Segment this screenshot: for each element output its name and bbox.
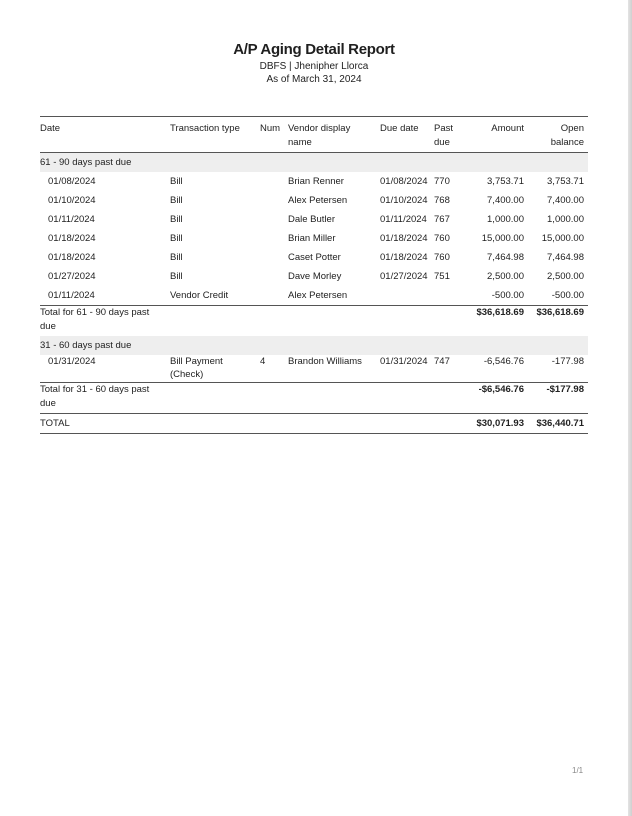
col-header-due-date: Due date <box>380 117 434 153</box>
report-header <box>0 40 628 86</box>
col-header-past-due: Past due <box>434 117 472 153</box>
col-header-num: Num <box>260 117 288 153</box>
grand-total-row: TOTAL $30,071.93 $36,440.71 <box>40 414 588 434</box>
table-row: 01/08/2024 Bill Brian Renner 01/08/2024 770 3,753.71 3,753.71 <box>48 176 584 187</box>
table-row: 01/11/2024 Bill Dale Butler 01/11/2024 767 1,000.00 1,000.00 <box>48 214 584 225</box>
col-header-amount: Amount <box>472 117 524 153</box>
page-number: 1/1 <box>572 766 584 775</box>
section-header-61-90: 61 - 90 days past due <box>40 153 588 173</box>
table-row: 01/31/2024 Bill Payment (Check) 4 Brandon Williams 01/31/2024 747 -6,546.76 -177.98 <box>48 356 584 380</box>
col-header-open-balance: Open balance <box>524 117 588 153</box>
table-row: 01/27/2024 Bill Dave Morley 01/27/2024 751 2,500.00 2,500.00 <box>48 271 584 282</box>
aging-table <box>40 116 588 434</box>
col-header-transaction-type: Transaction type <box>170 117 260 153</box>
section-header-31-60: 31 - 60 days past due <box>40 336 588 355</box>
report-title: A/P Aging Detail Report <box>233 41 395 58</box>
report-subtitle: DBFS | Jhenipher Llorca <box>259 61 369 72</box>
table-row: 01/18/2024 Bill Caset Potter 01/18/2024 760 7,464.98 7,464.98 <box>48 252 584 263</box>
col-header-date: Date <box>40 117 170 153</box>
table-row: 01/11/2024 Vendor Credit Alex Petersen -500.00 -500.00 <box>48 290 584 301</box>
report-as-of-date: As of March 31, 2024 <box>266 74 362 85</box>
col-header-vendor: Vendor display name <box>288 117 380 153</box>
section-total-31-60: Total for 31 - 60 days past due -$6,546.76 -$177.98 <box>40 383 588 414</box>
page-edge <box>628 0 632 816</box>
table-header-row <box>40 117 588 153</box>
section-total-61-90: Total for 61 - 90 days past due $36,618.69 $36,618.69 <box>40 306 588 337</box>
table-row: 01/18/2024 Bill Brian Miller 01/18/2024 760 15,000.00 15,000.00 <box>48 233 584 244</box>
table-row: 01/10/2024 Bill Alex Petersen 01/10/2024 768 7,400.00 7,400.00 <box>48 195 584 206</box>
